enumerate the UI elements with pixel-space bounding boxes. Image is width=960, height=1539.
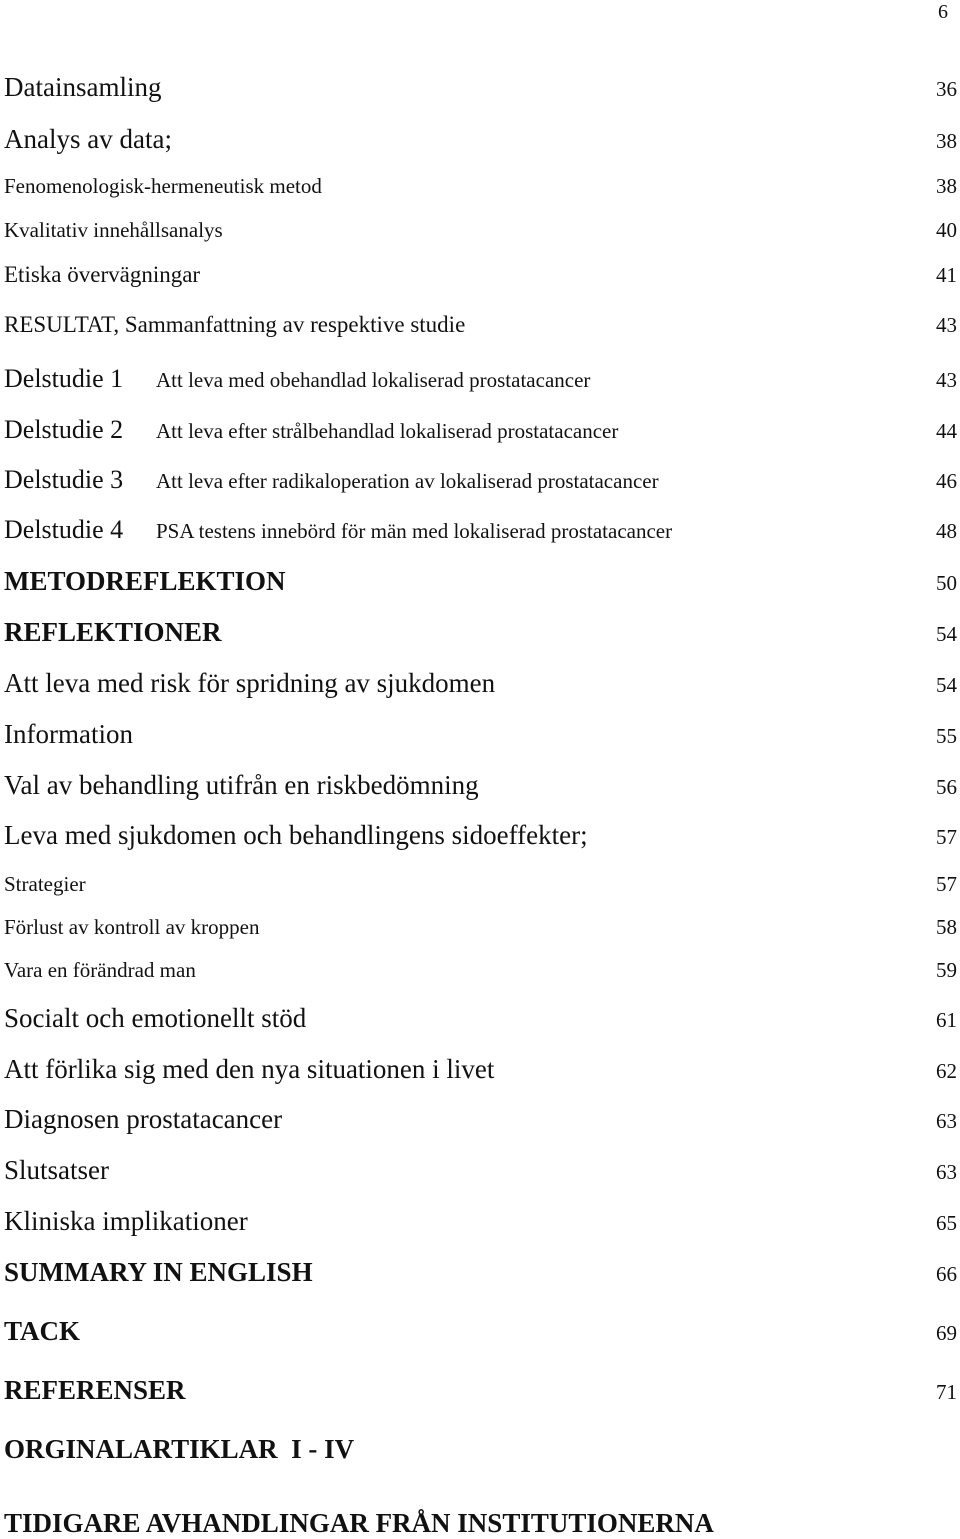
toc-entry-title: TACK [4,1316,81,1346]
toc-entry-title: Fenomenologisk-hermeneutisk metod [4,174,322,198]
toc-entry-title: Information [4,719,133,749]
toc-entry-title: Leva med sjukdomen och behandlingens sidoeffekter; [4,820,588,850]
toc-entry-page: 59 [936,958,957,982]
toc-entry-information[interactable] [4,719,957,750]
toc-entry-title: TIDIGARE AVHANDLINGAR FRÅN INSTITUTIONERNA [4,1508,714,1538]
toc-entry-title: Etiska övervägningar [4,262,201,287]
toc-entry-val-av-behandling[interactable] [4,770,957,801]
toc-entry-prefix: Delstudie 3 [4,465,124,494]
toc-entry-etiska-overvagningar[interactable] [4,262,957,288]
toc-entry-prefix: Delstudie 1 [4,364,124,393]
toc-entry-title: Slutsatser [4,1155,109,1185]
toc-entry-title: Att leva efter strålbehandlad lokaliserad prostatacancer [156,419,619,443]
toc-entry-title: RESULTAT, Sammanfattning av respektive studie [4,312,466,337]
toc-entry-page: 55 [936,724,957,748]
toc-entry-prefix: Delstudie 4 [4,515,124,544]
toc-entry-tidigare-avhandlingar[interactable] [4,1508,957,1539]
toc-entry-strategier[interactable] [4,872,957,897]
toc-entry-title: PSA testens innebörd för män med lokaliserad prostatacancer [156,519,673,543]
toc-entry-forlust-av-kontroll[interactable] [4,915,957,940]
toc-entry-page: 36 [936,77,957,101]
toc-entry-page: 41 [936,263,957,287]
toc-entry-page: 61 [936,1008,957,1032]
toc-entry-delstudie-2[interactable] [4,415,957,445]
toc-entry-analys-av-data[interactable] [4,124,957,155]
toc-entry-delstudie-3[interactable] [4,465,957,495]
toc-entry-page: 69 [936,1321,957,1345]
toc-entry-fenomenologisk-metod[interactable] [4,174,957,199]
toc-entry-page: 66 [936,1262,957,1286]
toc-entry-page: 46 [936,469,957,493]
toc-entry-title: Val av behandling utifrån en riskbedömning [4,770,479,800]
toc-entry-page: 54 [936,622,957,646]
toc-entry-prefix: Delstudie 2 [4,415,124,444]
toc-entry-reflektioner[interactable] [4,617,957,648]
toc-entry-page: 50 [936,571,957,595]
toc-entry-title: Analys av data; [4,124,172,154]
toc-entry-page: 56 [936,775,957,799]
toc-entry-referenser[interactable] [4,1375,957,1406]
toc-entry-delstudie-4[interactable] [4,515,957,545]
toc-entry-kliniska-implikationer[interactable] [4,1206,957,1237]
toc-entry-vara-en-forandrad-man[interactable] [4,958,957,983]
toc-entry-summary-in-english[interactable] [4,1257,957,1288]
toc-entry-title: Socialt och emotionellt stöd [4,1003,307,1033]
toc-entry-title: ORGINALARTIKLAR I - IV [4,1434,355,1464]
toc-entry-page: 40 [936,218,957,242]
toc-entry-slutsatser[interactable] [4,1155,957,1186]
toc-entry-orginalartiklar[interactable] [4,1434,957,1465]
toc-entry-title: Förlust av kontroll av kroppen [4,915,260,939]
toc-entry-title: Att leva efter radikaloperation av lokaliserad prostatacancer [156,469,659,493]
toc-entry-page: 63 [936,1109,957,1133]
toc-entry-socialt-stod[interactable] [4,1003,957,1034]
toc-entry-page: 48 [936,519,957,543]
toc-entry-delstudie-1[interactable] [4,364,957,394]
toc-entry-page: 71 [936,1380,957,1404]
toc-entry-att-leva-med-risk[interactable] [4,668,957,699]
page-number: 6 [938,1,948,23]
toc-entry-att-forlika-sig[interactable] [4,1054,957,1085]
toc-entry-metodreflektion[interactable] [4,566,957,597]
toc-entry-page: 43 [936,313,957,337]
toc-entry-title: Kliniska implikationer [4,1206,248,1236]
toc-entry-tack[interactable] [4,1316,957,1347]
toc-entry-title: Diagnosen prostatacancer [4,1104,283,1134]
toc-entry-title: Att leva med risk för spridning av sjukdomen [4,668,496,698]
toc-entry-page: 54 [936,673,957,697]
toc-entry-title: METODREFLEKTION [4,566,286,596]
toc-entry-title: Kvalitativ innehållsanalys [4,218,223,242]
toc-entry-title: Att leva med obehandlad lokaliserad prostatacancer [156,368,591,392]
toc-entry-title: Att förlika sig med den nya situationen i livet [4,1054,495,1084]
toc-entry-kvalitativ-innehallsanalys[interactable] [4,218,957,243]
toc-entry-page: 65 [936,1211,957,1235]
toc-entry-resultat[interactable] [4,312,957,338]
toc-entry-title: REFLEKTIONER [4,617,222,647]
toc-entry-page: 43 [936,368,957,392]
toc-entry-title: Strategier [4,872,86,896]
toc-entry-diagnosen[interactable] [4,1104,957,1135]
toc-entry-page: 62 [936,1059,957,1083]
toc-entry-page: 58 [936,915,957,939]
toc-entry-page: 38 [936,174,957,198]
toc-entry-page: 63 [936,1160,957,1184]
toc-entry-title: Vara en förändrad man [4,958,196,982]
toc-entry-page: 57 [936,872,957,896]
toc-entry-page: 57 [936,825,957,849]
toc-entry-title: SUMMARY IN ENGLISH [4,1257,313,1287]
toc-entry-leva-med-sjukdomen[interactable] [4,820,957,851]
toc-entry-title: Datainsamling [4,72,162,102]
toc-entry-title: REFERENSER [4,1375,186,1405]
toc-entry-page: 38 [936,129,957,153]
toc-entry-page: 44 [936,419,957,443]
toc-entry-datainsamling[interactable] [4,72,957,103]
